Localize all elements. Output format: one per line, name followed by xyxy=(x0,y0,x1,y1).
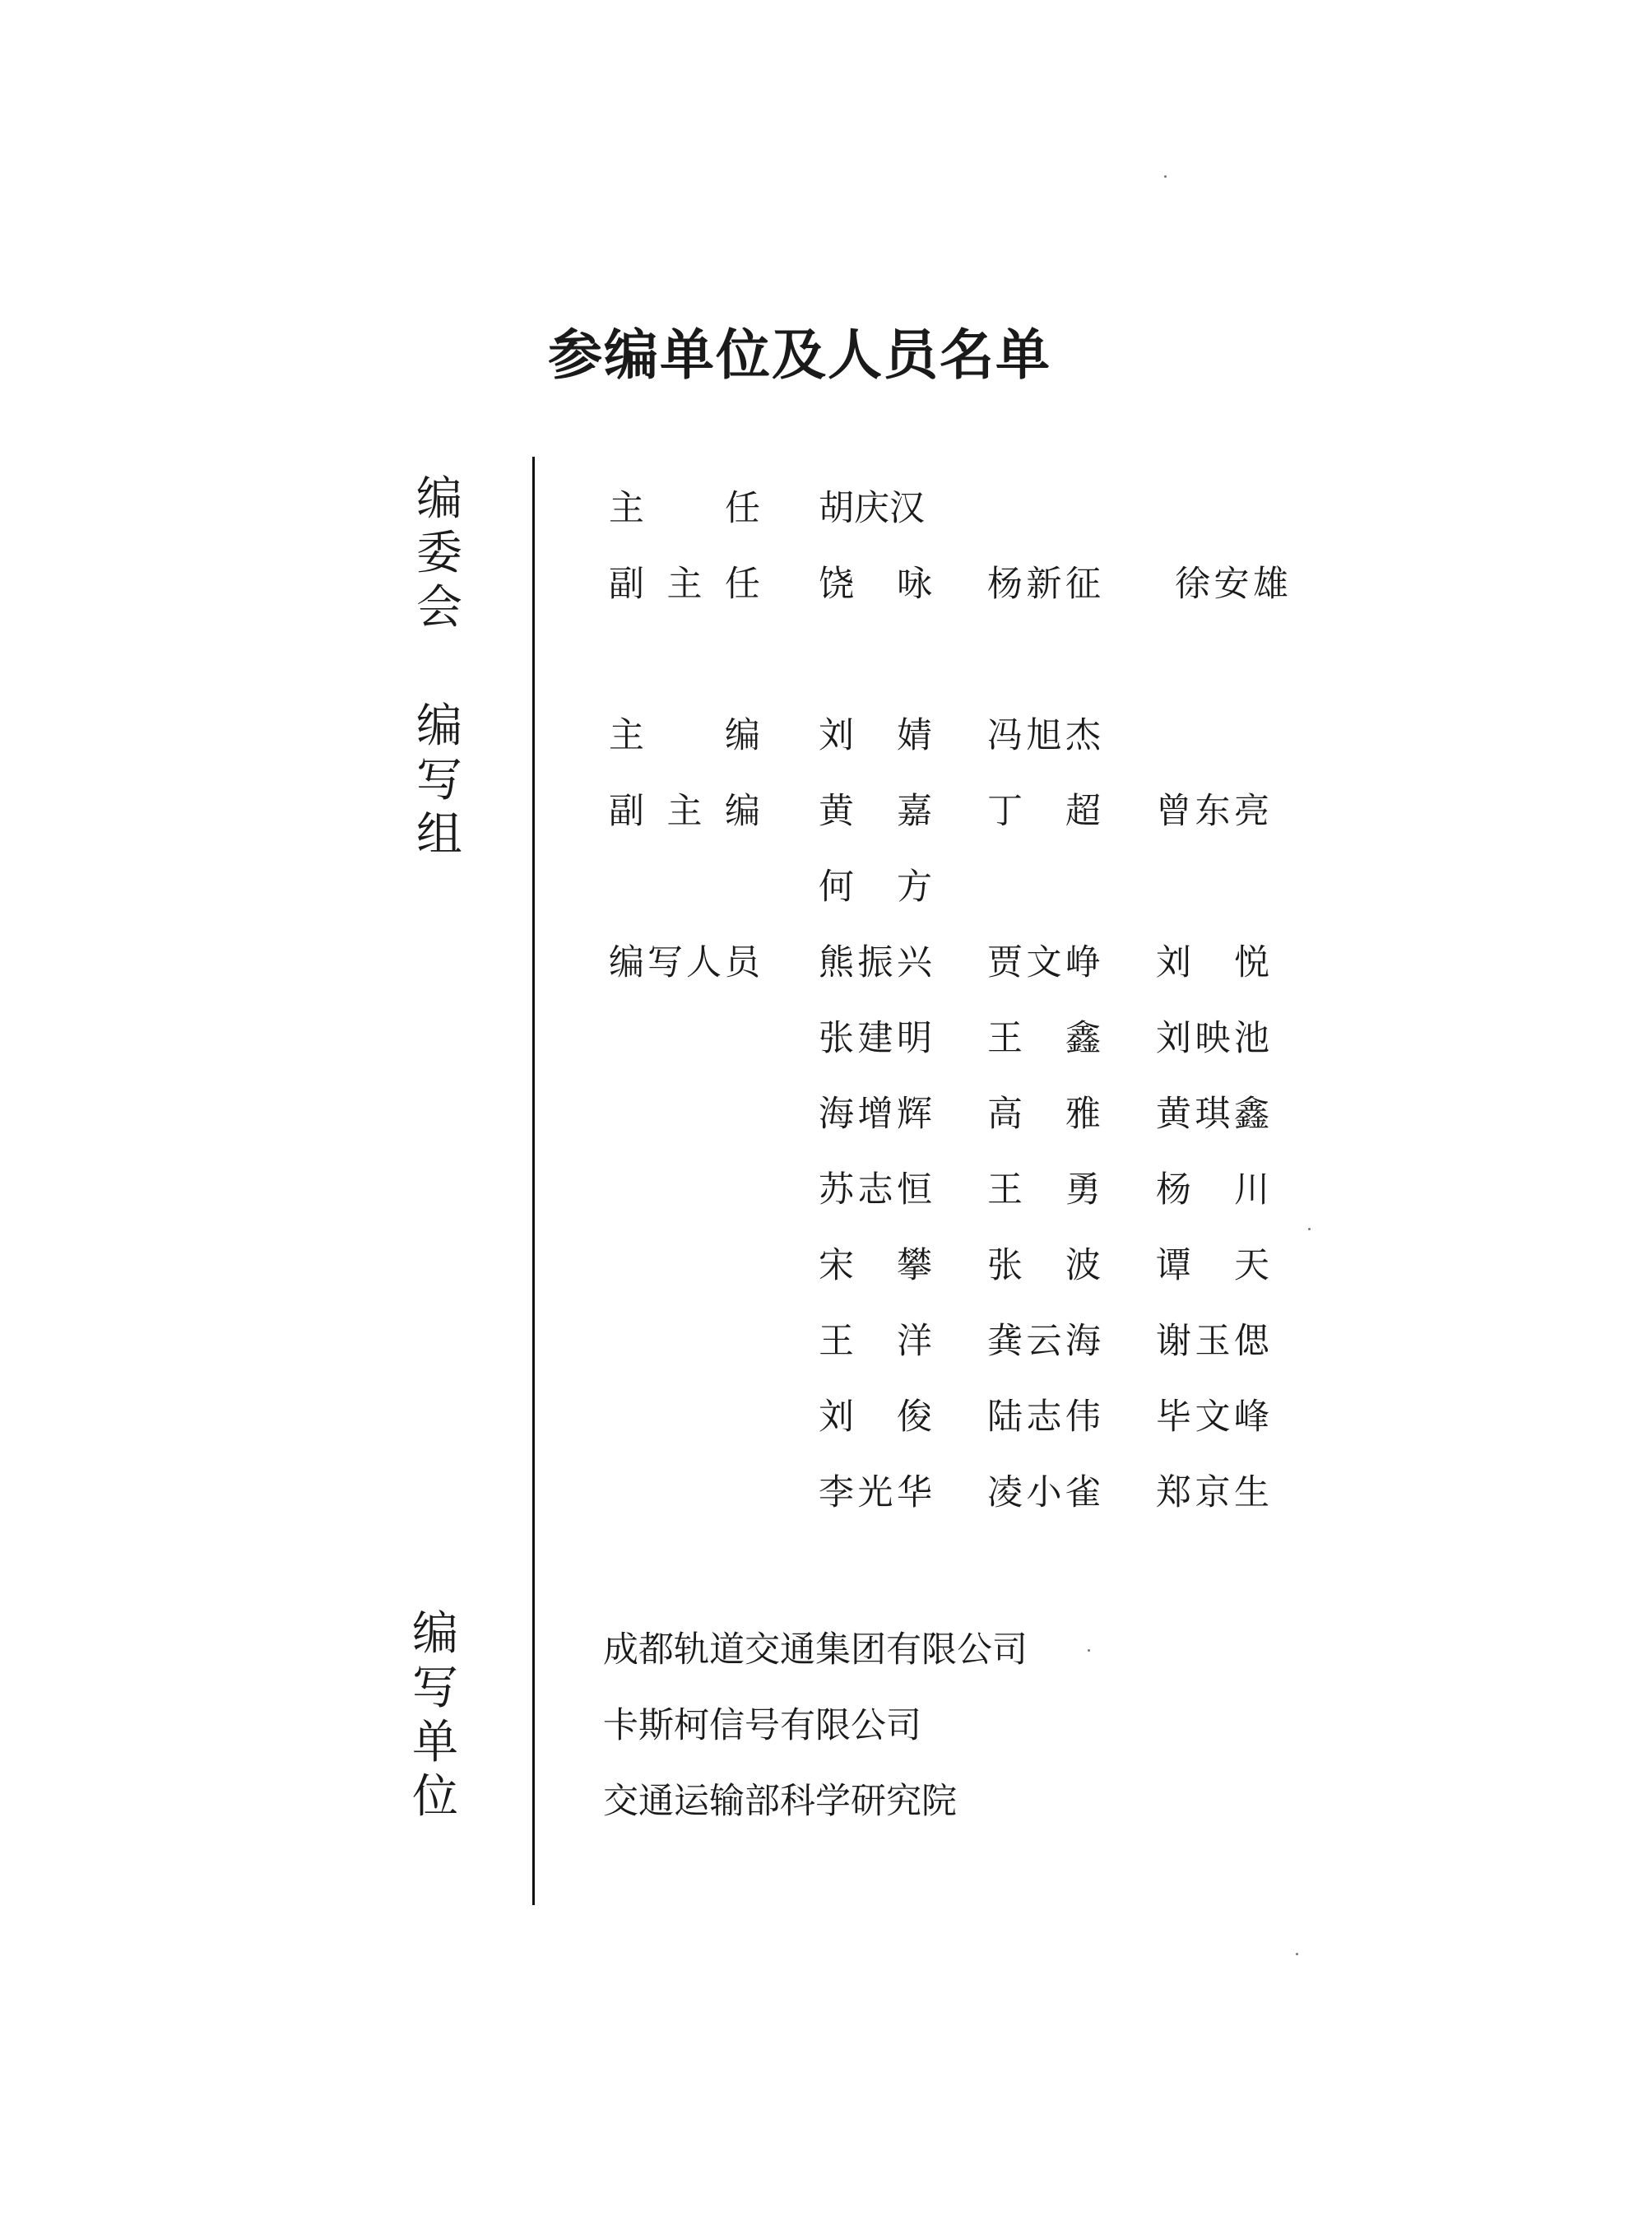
divider-line xyxy=(532,457,535,1905)
person-name: 王勇 xyxy=(987,1169,1101,1211)
person-name: 饶咏 xyxy=(819,564,932,605)
person-name: 宋攀 xyxy=(819,1245,932,1286)
person-name: 贾文峥 xyxy=(987,942,1101,983)
person-name: 谢玉偲 xyxy=(1156,1321,1269,1362)
person-name: 刘俊 xyxy=(819,1397,932,1438)
person-name: 王鑫 xyxy=(987,1018,1101,1059)
writing-group-label xyxy=(406,699,472,862)
page-title: 参编单位及人员名单 xyxy=(548,323,1051,387)
writing-units-label xyxy=(402,1607,468,1824)
label-char: 编 xyxy=(412,1607,458,1661)
label-char: 会 xyxy=(416,581,462,634)
person-name: 王洋 xyxy=(819,1321,932,1362)
person-name: 黄琪鑫 xyxy=(1156,1094,1269,1135)
person-name: 刘悦 xyxy=(1156,942,1269,983)
label-char: 单 xyxy=(412,1716,458,1769)
person-name: 何方 xyxy=(819,867,932,908)
person-name: 谭天 xyxy=(1156,1245,1269,1286)
label-char: 位 xyxy=(412,1770,458,1824)
person-name: 张建明 xyxy=(819,1018,932,1059)
person-name: 熊振兴 xyxy=(819,942,932,983)
person-name: 陆志伟 xyxy=(987,1397,1101,1438)
person-name: 丁超 xyxy=(987,791,1101,832)
person-name: 刘婧 xyxy=(819,715,932,756)
label-char: 写 xyxy=(416,754,462,807)
person-name: 杨川 xyxy=(1156,1169,1269,1211)
scan-speck xyxy=(1296,1953,1298,1955)
label-char: 组 xyxy=(416,808,462,862)
person-name: 龚云海 xyxy=(987,1321,1101,1362)
person-name: 苏志恒 xyxy=(819,1169,932,1211)
person-name: 黄嘉 xyxy=(819,791,932,832)
person-name: 高雅 xyxy=(987,1094,1101,1135)
person-name: 徐安雄 xyxy=(1175,564,1288,605)
label-char: 写 xyxy=(412,1662,458,1715)
person-name: 张波 xyxy=(987,1245,1101,1286)
person-name: 刘映池 xyxy=(1156,1018,1269,1059)
person-name: 曾东亮 xyxy=(1156,791,1269,832)
scan-speck xyxy=(1308,1228,1311,1230)
writing-unit: 交通运输部科学研究院 xyxy=(603,1781,957,1822)
label-char: 编 xyxy=(416,472,462,526)
role-label: 副主任 xyxy=(609,564,760,605)
person-name: 李光华 xyxy=(819,1472,932,1513)
person-name: 胡庆汉 xyxy=(819,488,925,529)
person-name: 海增辉 xyxy=(819,1094,932,1135)
writing-unit: 卡斯柯信号有限公司 xyxy=(603,1705,921,1746)
scan-speck xyxy=(1164,175,1167,178)
label-char: 编 xyxy=(416,699,462,753)
committee-label xyxy=(406,472,472,635)
role-label: 副主编 xyxy=(609,791,760,832)
label-char: 委 xyxy=(416,527,462,580)
person-name: 毕文峰 xyxy=(1156,1397,1269,1438)
person-name: 杨新征 xyxy=(987,564,1101,605)
person-name: 冯旭杰 xyxy=(987,715,1101,756)
person-name: 凌小雀 xyxy=(987,1472,1101,1513)
role-label: 主编 xyxy=(609,715,760,756)
scan-speck xyxy=(1088,1649,1090,1652)
role-label: 编写人员 xyxy=(609,942,760,983)
person-name: 郑京生 xyxy=(1156,1472,1269,1513)
role-label: 主任 xyxy=(609,488,760,529)
writing-unit: 成都轨道交通集团有限公司 xyxy=(603,1629,1028,1671)
